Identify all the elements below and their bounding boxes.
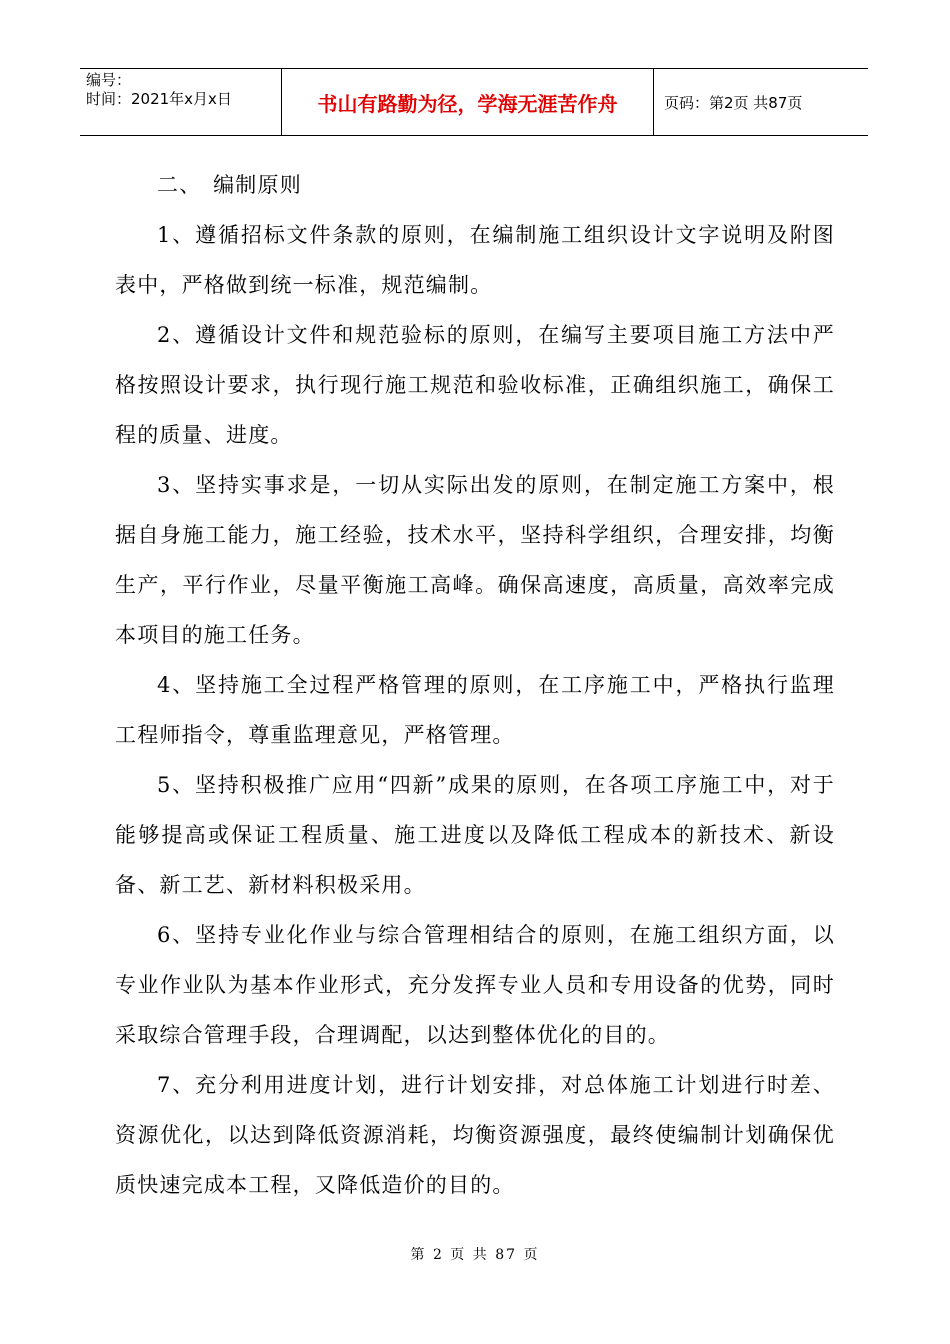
paragraph: 3、坚持实事求是，一切从实际出发的原则，在制定施工方案中，根据自身施工能力，施工经验，技术水平，坚持科学组织，合理安排，均衡生产，平行作业，尽量平衡施工高峰。确保高速度，高质量，高效率完成本项目的施工任务。 [115,473,835,647]
document-date-label: 时间：2021年x月x日 [86,90,232,108]
paragraph: 7、充分利用进度计划，进行计划安排，对总体施工计划进行时差、资源优化，以达到降低资源消耗，均衡资源强度，最终使编制计划确保优质快速完成本工程，又降低造价的目的。 [115,1073,835,1197]
header-page-info: 页码：第2页 共87页 [664,93,803,112]
section-title: 二、 编制原则 [157,173,302,197]
document-body [115,160,835,1210]
paragraph: 1、遵循招标文件条款的原则，在编制施工组织设计文字说明及附图表中，严格做到统一标准，规范编制。 [115,223,835,297]
page-footer: 第 2 页 共 87 页 [410,1247,540,1263]
document-number-label: 编号： [86,71,132,89]
header-slogan: 书山有路勤为径，学海无涯苦作舟 [282,69,654,135]
paragraph: 2、遵循设计文件和规范验标的原则，在编写主要项目施工方法中严格按照设计要求，执行现行施工规范和验收标准，正确组织施工，确保工程的质量、进度。 [115,323,835,447]
paragraph: 5、坚持积极推广应用“四新”成果的原则，在各项工序施工中，对于能够提高或保证工程质量、施工进度以及降低工程成本的新技术、新设备、新工艺、新材料积极采用。 [115,773,835,897]
page-header [80,68,868,136]
paragraph: 4、坚持施工全过程严格管理的原则，在工序施工中，严格执行监理工程师指令，尊重监理意见，严格管理。 [115,673,835,747]
paragraph: 6、坚持专业化作业与综合管理相结合的原则，在施工组织方面，以专业作业队为基本作业形式，充分发挥专业人员和专用设备的优势，同时采取综合管理手段，合理调配，以达到整体优化的目的。 [115,923,835,1047]
header-meta [80,69,282,135]
